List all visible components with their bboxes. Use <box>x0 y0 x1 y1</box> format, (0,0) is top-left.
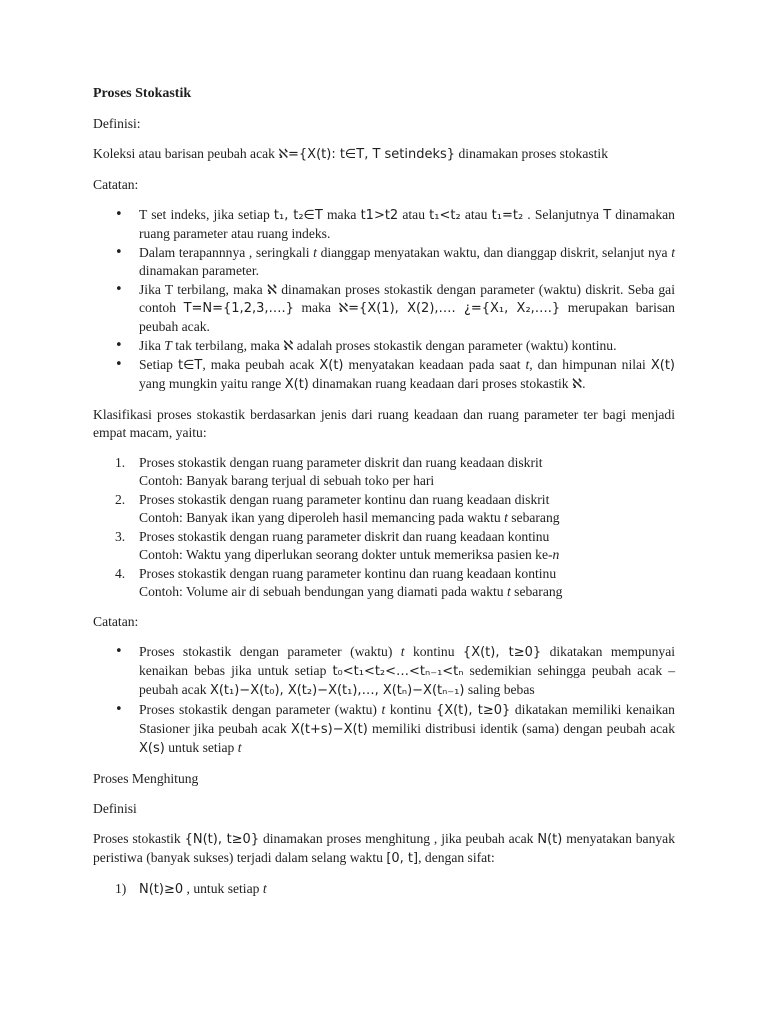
list-item: 1. Proses stokastik dengan ruang parameter diskrit dan ruang keadaan diskrit Contoh: Banyak barang terjual di sebuah toko per hari <box>115 455 543 488</box>
text-run: Koleksi atau barisan peubah acak <box>93 146 279 161</box>
list-item: • Jika T terbilang, maka ℵ dinamakan proses stokastik dengan parameter (waktu) diskrit. Seba gai contoh T=N={1,2,3,….} maka ℵ={X(1), X(2),…. ¿={X₁, X₂,….} merupakan barisan peubah acak. <box>93 281 675 336</box>
page-title: Proses Stokastik <box>93 86 192 101</box>
formula: t₀<t₁<t₂<…<tₙ₋₁<tₙ <box>332 664 464 679</box>
definition-label: Definisi: <box>93 116 141 131</box>
list-item: • Dalam terapannnya , seringkali t dianggap menyatakan waktu, dan dianggap diskrit, selanjut nya t dinamakan parameter. <box>93 244 675 280</box>
formula: X(t+s)−X(t) <box>290 722 368 737</box>
section-title: Proses Menghitung <box>93 771 199 786</box>
notes-label-2: Catatan: <box>93 614 139 629</box>
formula: t <box>400 644 405 659</box>
document-page <box>93 86 675 911</box>
formula: ℵ={X(t): t∈T, T setindeks} <box>278 147 456 162</box>
classification-paragraph: Klasifikasi proses stokastik berdasarkan jenis dari ruang keadaan dan ruang parameter ter bagi menjadi empat macam, yaitu: <box>93 407 675 440</box>
formula: T <box>603 208 612 223</box>
formula: N(t)≥0 <box>139 882 184 897</box>
formula: t <box>525 357 530 372</box>
list-item: • Proses stokastik dengan parameter (waktu) t kontinu {X(t), t≥0} dikatakan mempunyai kenaikan bebas jika untuk setiap t₀<t₁<t₂<…<tₙ₋₁<tₙ sedemikian sehingga peubah acak – peubah acak X(t₁)−X(t₀), X(t₂)−X(t₁),…, X(tₙ)−X(tₙ₋₁) saling bebas <box>93 643 675 700</box>
formula: {N(t), t≥0} <box>184 832 260 847</box>
formula: T=N={1,2,3,….} <box>183 301 294 316</box>
formula: X(t) <box>284 377 309 392</box>
notes-list-2 <box>93 643 675 758</box>
formula: t₁<t₂ <box>429 208 461 223</box>
list-item: • T set indeks, jika setiap t₁, t₂∈T maka t1>t2 atau t₁<t₂ atau t₁=t₂ . Selanjutnya T dinamakan ruang parameter atau ruang indeks. <box>93 206 675 243</box>
formula: ℵ={X(1), X(2),…. ¿={X₁, X₂,….} <box>338 301 561 316</box>
list-item: 2. Proses stokastik dengan ruang parameter kontinu dan ruang keadaan diskrit Contoh: Banyak ikan yang diperoleh hasil memancing pada waktu t sebarang <box>115 492 560 525</box>
properties-list <box>93 880 675 899</box>
formula: t₁, t₂∈T <box>273 208 323 223</box>
definition-text-2: Proses stokastik {N(t), t≥0} dinamakan proses menghitung , jika peubah acak N(t) menyatakan banyak peristiwa (banyak sukses) terjadi dalam selang waktu [0, t], dengan sifat: <box>93 831 676 866</box>
definition-label-2: Definisi <box>93 801 137 816</box>
formula: X(t₁)−X(t₀), X(t₂)−X(t₁),…, X(tₙ)−X(tₙ₋₁) <box>209 683 465 698</box>
formula: [0, t] <box>386 851 419 866</box>
formula: t1>t2 <box>360 208 399 223</box>
notes-list <box>93 206 675 394</box>
formula: t <box>262 881 267 896</box>
formula: t∈T <box>177 358 203 373</box>
formula: t <box>381 702 386 717</box>
formula: t <box>671 245 675 260</box>
classification-list <box>93 454 675 601</box>
notes-label: Catatan: <box>93 177 139 192</box>
formula: T <box>164 338 172 353</box>
list-item: 3. Proses stokastik dengan ruang parameter diskrit dan ruang keadaan kontinu Contoh: Waktu yang diperlukan seorang dokter untuk memeriksa pasien ke-n <box>115 529 560 562</box>
list-item: • Proses stokastik dengan parameter (waktu) t kontinu {X(t), t≥0} dikatakan memiliki kenaikan Stasioner jika peubah acak X(t+s)−X(t) memiliki distribusi identik (sama) dengan peubah acak X(s) untuk setiap t <box>93 701 675 758</box>
text-run: dinamakan proses stokastik <box>455 146 608 161</box>
formula: t₁=t₂ <box>491 208 524 223</box>
formula: X(t) <box>319 358 344 373</box>
formula: t <box>237 740 242 755</box>
list-item: 1) N(t)≥0 , untuk setiap t <box>115 881 267 897</box>
list-item: • Setiap t∈T, maka peubah acak X(t) menyatakan keadaan pada saat t, dan himpunan nilai X(t) yang mungkin yaitu range X(t) dinamakan ruang keadaan dari proses stokastik ℵ. <box>93 356 675 394</box>
formula: {X(t), t≥0} <box>462 645 542 660</box>
list-item: • Jika T tak terbilang, maka ℵ adalah proses stokastik dengan parameter (waktu) kontinu. <box>93 337 675 355</box>
formula: N(t) <box>537 832 563 847</box>
formula: X(s) <box>139 741 165 756</box>
formula: t <box>313 245 317 260</box>
definition-text <box>93 145 675 164</box>
formula: X(t) <box>650 358 675 373</box>
formula: {X(t), t≥0} <box>435 703 511 718</box>
list-item: 4. Proses stokastik dengan ruang parameter kontinu dan ruang keadaan kontinu Contoh: Volume air di sebuah bendungan yang diamati pada waktu t sebarang <box>115 566 563 599</box>
